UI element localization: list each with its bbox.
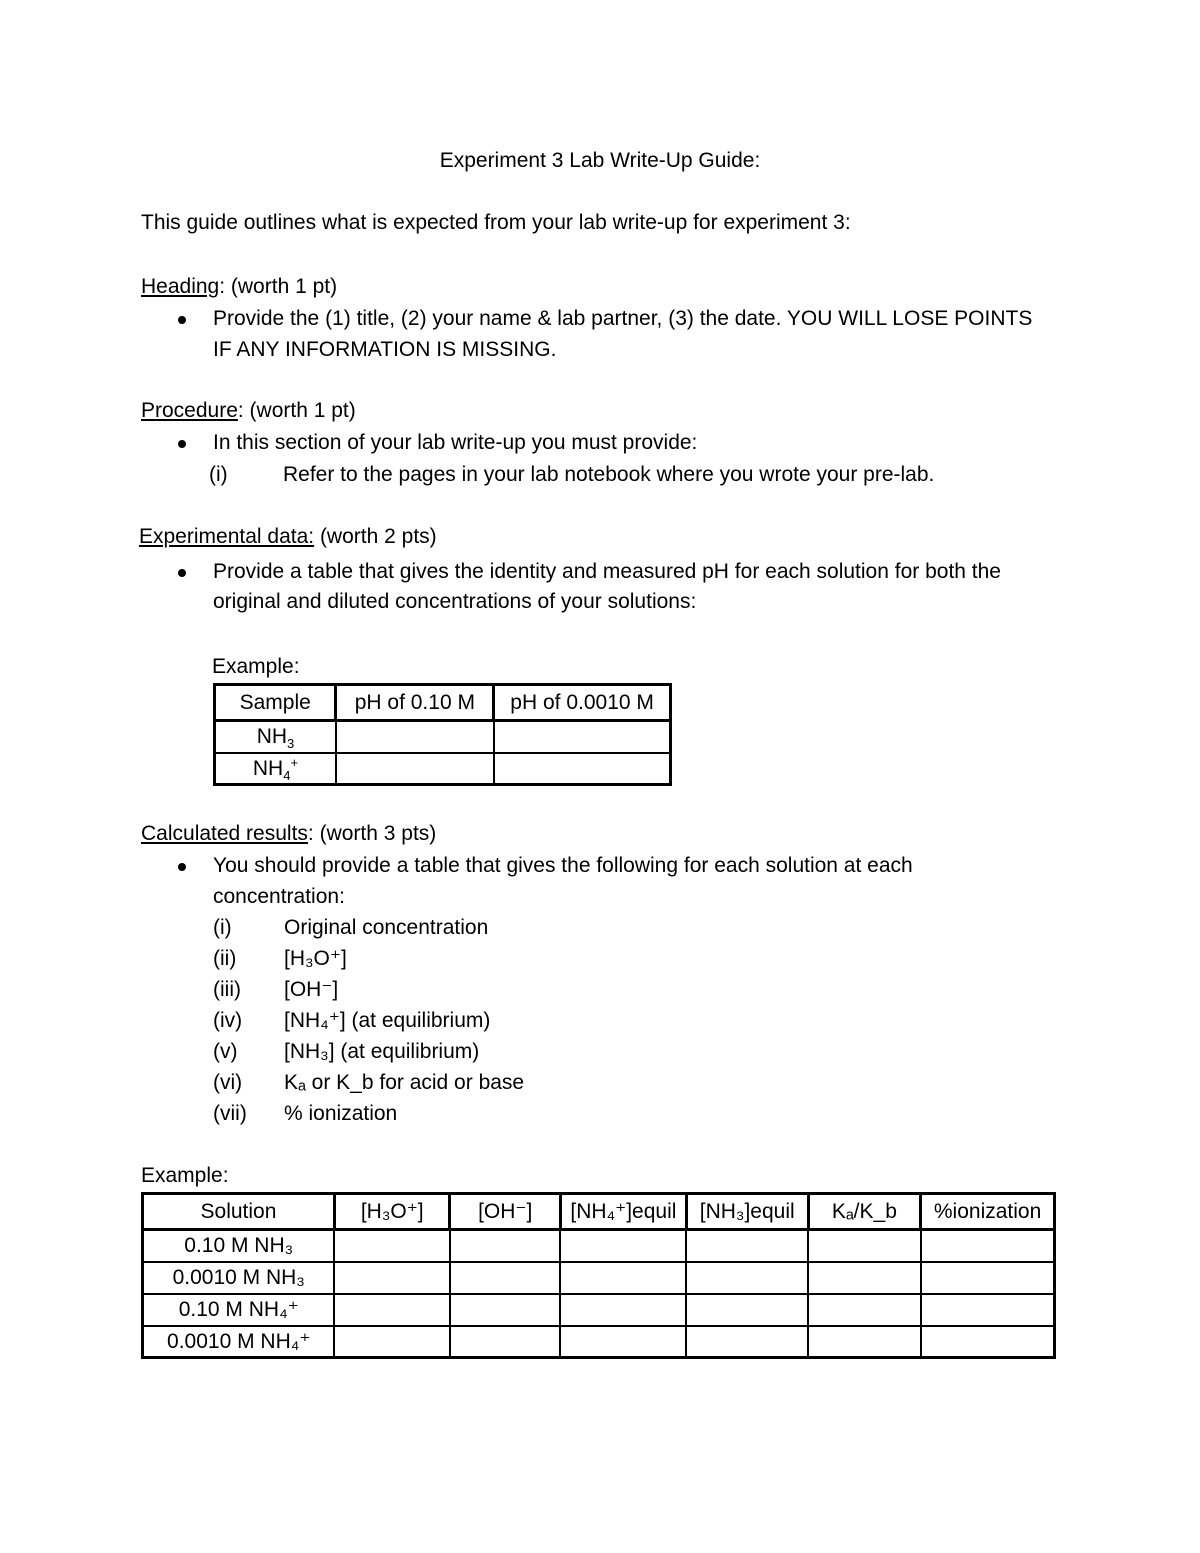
table-cell bbox=[450, 1294, 561, 1326]
table-cell bbox=[560, 1294, 686, 1326]
table-cell bbox=[686, 1262, 808, 1294]
page-title: Experiment 3 Lab Write-Up Guide: bbox=[439, 149, 761, 172]
list-item-num: (iv) bbox=[213, 1009, 243, 1032]
table-cell bbox=[921, 1294, 1055, 1326]
table-header-cell: Sample bbox=[215, 685, 336, 721]
sample-cell bbox=[215, 753, 336, 785]
list-item-text: [OH⁻] bbox=[284, 978, 339, 1001]
procedure-bullet: In this section of your lab write-up you must provide: bbox=[213, 431, 698, 454]
table-row bbox=[143, 1294, 1055, 1326]
intro-text: This guide outlines what is expected from your lab write-up for experiment 3: bbox=[141, 211, 851, 234]
table-row bbox=[143, 1262, 1055, 1294]
list-item-num: (ii) bbox=[213, 947, 237, 970]
experimental-bullet-line1: Provide a table that gives the identity and measured pH for each solution for both the bbox=[213, 560, 1001, 583]
bullet-icon bbox=[178, 569, 186, 577]
table-header-cell: [H₃O⁺] bbox=[334, 1194, 450, 1230]
table-cell bbox=[336, 721, 494, 753]
table-row bbox=[215, 753, 671, 785]
procedure-worth: : (worth 1 pt) bbox=[237, 399, 356, 422]
table-cell bbox=[808, 1230, 921, 1262]
table-cell bbox=[334, 1326, 450, 1358]
procedure-item-text: Refer to the pages in your lab notebook where you wrote your pre-lab. bbox=[283, 463, 935, 486]
experimental-section-title bbox=[139, 526, 437, 547]
sample-cell bbox=[215, 721, 336, 753]
table-cell bbox=[450, 1230, 561, 1262]
calculated-section-title bbox=[141, 823, 436, 844]
table-cell bbox=[686, 1294, 808, 1326]
table-cell bbox=[560, 1230, 686, 1262]
solution-cell: 0.0010 M NH₄⁺ bbox=[143, 1326, 335, 1358]
table-header-cell: Kₐ/K_b bbox=[808, 1194, 921, 1230]
list-item-text: [NH₃] (at equilibrium) bbox=[284, 1040, 480, 1063]
list-item-text: [NH₄⁺] (at equilibrium) bbox=[284, 1009, 491, 1032]
heading-label: Heading bbox=[141, 275, 220, 298]
heading-bullet-line2: IF ANY INFORMATION IS MISSING. bbox=[213, 338, 557, 361]
table-header-row bbox=[215, 685, 671, 721]
table-header-row bbox=[143, 1194, 1055, 1230]
table-cell bbox=[560, 1326, 686, 1358]
table-cell bbox=[686, 1326, 808, 1358]
experimental-label: Experimental data: bbox=[139, 525, 315, 548]
calculated-label: Calculated results bbox=[141, 822, 308, 845]
list-item-num: (vii) bbox=[213, 1102, 247, 1125]
experimental-worth: (worth 2 pts) bbox=[314, 525, 437, 548]
calculated-worth: : (worth 3 pts) bbox=[307, 822, 437, 845]
list-item-text: [H₃O⁺] bbox=[284, 947, 347, 970]
table-cell bbox=[334, 1294, 450, 1326]
table-row bbox=[143, 1326, 1055, 1358]
calculated-example-label: Example: bbox=[141, 1164, 229, 1187]
table-cell bbox=[808, 1326, 921, 1358]
table-cell bbox=[334, 1230, 450, 1262]
table-cell bbox=[808, 1262, 921, 1294]
table-cell bbox=[450, 1262, 561, 1294]
table-header-cell: [OH⁻] bbox=[450, 1194, 561, 1230]
formula-sup: + bbox=[290, 754, 299, 770]
heading-worth: : (worth 1 pt) bbox=[219, 275, 338, 298]
list-item-num: (i) bbox=[213, 916, 232, 939]
table-header-cell: Solution bbox=[143, 1194, 335, 1230]
solution-cell: 0.10 M NH₄⁺ bbox=[143, 1294, 335, 1326]
experimental-bullet-line2: original and diluted concentrations of your solutions: bbox=[213, 590, 697, 613]
table-header-cell: pH of 0.10 M bbox=[336, 685, 494, 721]
table-cell bbox=[921, 1326, 1055, 1358]
table-cell bbox=[560, 1262, 686, 1294]
table-row bbox=[143, 1230, 1055, 1262]
table-header-cell: [NH₃]equil bbox=[686, 1194, 808, 1230]
table-cell bbox=[334, 1262, 450, 1294]
table-cell bbox=[494, 753, 671, 785]
list-item-text: % ionization bbox=[284, 1102, 398, 1125]
table-cell bbox=[450, 1326, 561, 1358]
results-table bbox=[141, 1192, 1056, 1359]
procedure-item-num: (i) bbox=[209, 463, 228, 486]
formula-sub: 4 bbox=[283, 767, 291, 783]
solution-cell: 0.0010 M NH₃ bbox=[143, 1262, 335, 1294]
list-item-num: (vi) bbox=[213, 1071, 243, 1094]
solution-cell: 0.10 M NH₃ bbox=[143, 1230, 335, 1262]
table-cell bbox=[921, 1230, 1055, 1262]
table-header-cell: pH of 0.0010 M bbox=[494, 685, 671, 721]
list-item-num: (v) bbox=[213, 1040, 238, 1063]
formula-base: NH bbox=[252, 756, 284, 780]
table-row bbox=[215, 721, 671, 753]
formula-base: NH bbox=[256, 725, 288, 749]
bullet-icon bbox=[178, 316, 186, 324]
list-item-text: Kₐ or K_b for acid or base bbox=[284, 1071, 525, 1094]
table-cell bbox=[336, 753, 494, 785]
formula-sub: 3 bbox=[287, 736, 295, 752]
experimental-example-label: Example: bbox=[212, 655, 300, 678]
list-item-text: Original concentration bbox=[284, 916, 489, 939]
heading-bullet-line1: Provide the (1) title, (2) your name & lab partner, (3) the date. YOU WILL LOSE POINTS bbox=[213, 307, 1033, 330]
list-item-num: (iii) bbox=[213, 978, 241, 1001]
procedure-section-title bbox=[141, 400, 356, 421]
ph-table bbox=[213, 683, 672, 786]
table-cell bbox=[921, 1262, 1055, 1294]
calculated-bullet-line1: You should provide a table that gives the following for each solution at each bbox=[213, 854, 913, 877]
table-header-cell: [NH₄⁺]equil bbox=[560, 1194, 686, 1230]
heading-section-title bbox=[141, 276, 337, 297]
table-header-cell: %ionization bbox=[921, 1194, 1055, 1230]
calculated-bullet-line2: concentration: bbox=[213, 885, 345, 908]
table-cell bbox=[808, 1294, 921, 1326]
table-cell bbox=[494, 721, 671, 753]
bullet-icon bbox=[178, 440, 186, 448]
bullet-icon bbox=[178, 863, 186, 871]
table-cell bbox=[686, 1230, 808, 1262]
procedure-label: Procedure bbox=[141, 399, 238, 422]
